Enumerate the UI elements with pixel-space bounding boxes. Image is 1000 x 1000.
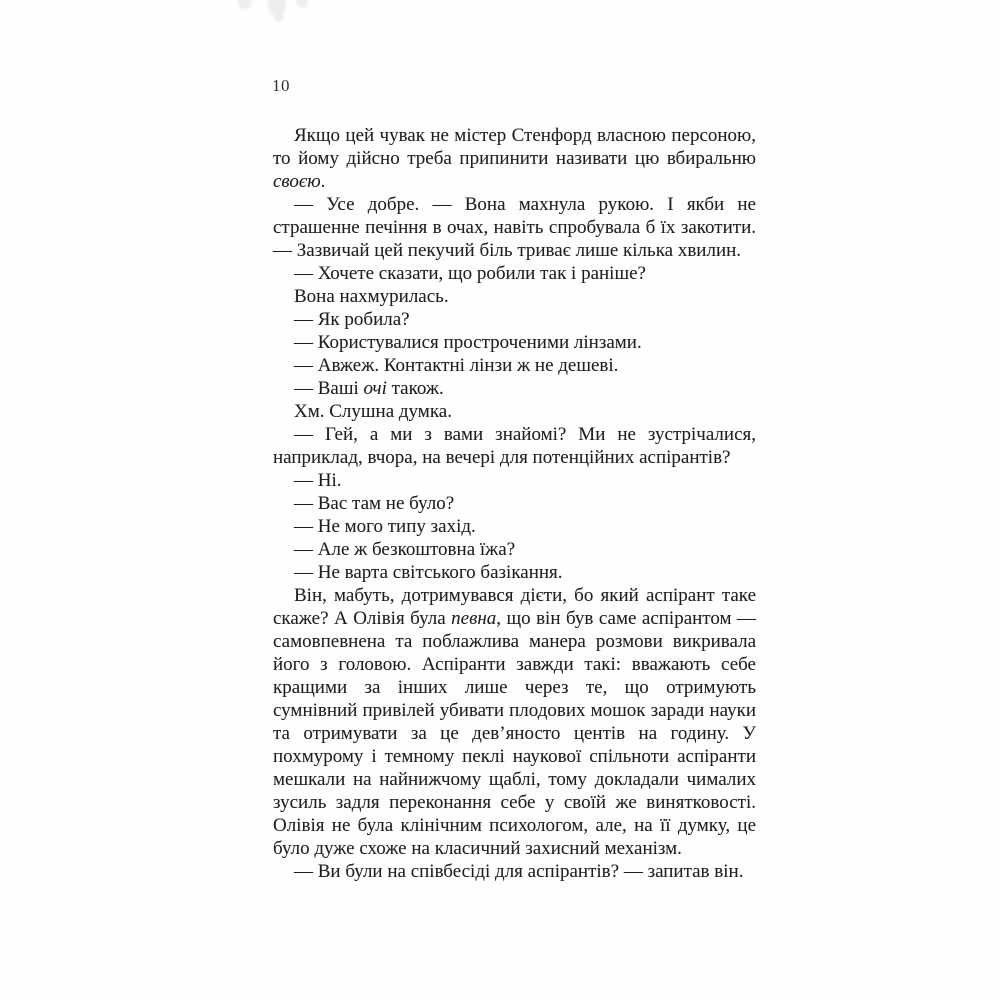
paragraph — [273, 124, 756, 193]
paragraph — [273, 538, 756, 561]
text-run: , що він був саме аспірантом — самовпевнена та поблажлива манера розмови викривала його з головою. Аспіранти завжди такі: вважають себе кращими за інших лише через те, що отримують сумнівний привілей убивати плодових мошок заради науки та отримувати за це дев’яносто центів на годину. У похмурому і темному пеклі наукової спільноти аспіранти мешкали на найнижчому щаблі, тому докладали чималих зусиль задля переконання себе у своїй же винятковості. Олівія не була клінічним психологом, але, на її думку, це було дуже схоже на класичний захисний механізм. — [273, 608, 756, 859]
text-run: — Усе добре. — Вона махнула рукою. І якби не страшенне печіння в очах, навіть спробувала б їх закотити. — Зазвичай цей пекучий біль триває лише кілька хвилин. — [273, 194, 756, 261]
paragraph — [273, 308, 756, 331]
text-run: — Ні. — [294, 470, 342, 491]
text-run: — Як робила? — [294, 309, 410, 330]
scan-artifact — [238, 0, 308, 22]
text-run: — Гей, а ми з вами знайомі? Ми не зустрічалися, наприклад, вчора, на вечері для потенційних аспірантів? — [273, 424, 756, 468]
text-run: — Не мого типу захід. — [294, 516, 476, 537]
italic-text-run: своєю — [273, 171, 321, 192]
paragraph — [273, 492, 756, 515]
text-run: — Авжеж. Контактні лінзи ж не дешеві. — [294, 355, 619, 376]
text-run: — Вас там не було? — [294, 493, 455, 514]
text-run: Якщо цей чувак не містер Стенфорд власною персоною, то йому дійсно треба припинити називати цю вбиральню — [273, 125, 756, 169]
text-run: — Користувалися простроченими лінзами. — [294, 332, 642, 353]
text-run: Хм. Слушна думка. — [294, 401, 452, 422]
paragraph — [273, 423, 756, 469]
paragraph — [273, 262, 756, 285]
paragraph — [273, 377, 756, 400]
text-run: — Ваші — [294, 378, 364, 399]
paragraph — [273, 193, 756, 262]
paragraph — [273, 400, 756, 423]
paragraph — [273, 515, 756, 538]
text-run: Вона нахмурилась. — [294, 286, 449, 307]
italic-text-run: очі — [363, 378, 387, 399]
page-number: 10 — [272, 76, 290, 95]
text-run: . — [320, 171, 326, 192]
text-run: — Хочете сказати, що робили так і раніше? — [294, 263, 646, 284]
paragraph — [273, 584, 756, 860]
italic-text-run: певна — [451, 608, 497, 629]
text-run: — Не варта світського базікання. — [294, 562, 563, 583]
text-run: — Але ж безкоштовна їжа? — [294, 539, 516, 560]
body-text — [273, 124, 756, 883]
paragraph — [273, 469, 756, 492]
paragraph — [273, 285, 756, 308]
paragraph — [273, 354, 756, 377]
paragraph — [273, 561, 756, 584]
text-run: Він, мабуть, дотримувався дієти, бо який аспірант таке скаже? А Олівія була — [273, 585, 756, 629]
paragraph — [273, 331, 756, 354]
text-run: — Ви були на співбесіді для аспірантів? — запитав він. — [294, 861, 744, 882]
paragraph — [273, 860, 756, 883]
text-run: також. — [386, 378, 444, 399]
